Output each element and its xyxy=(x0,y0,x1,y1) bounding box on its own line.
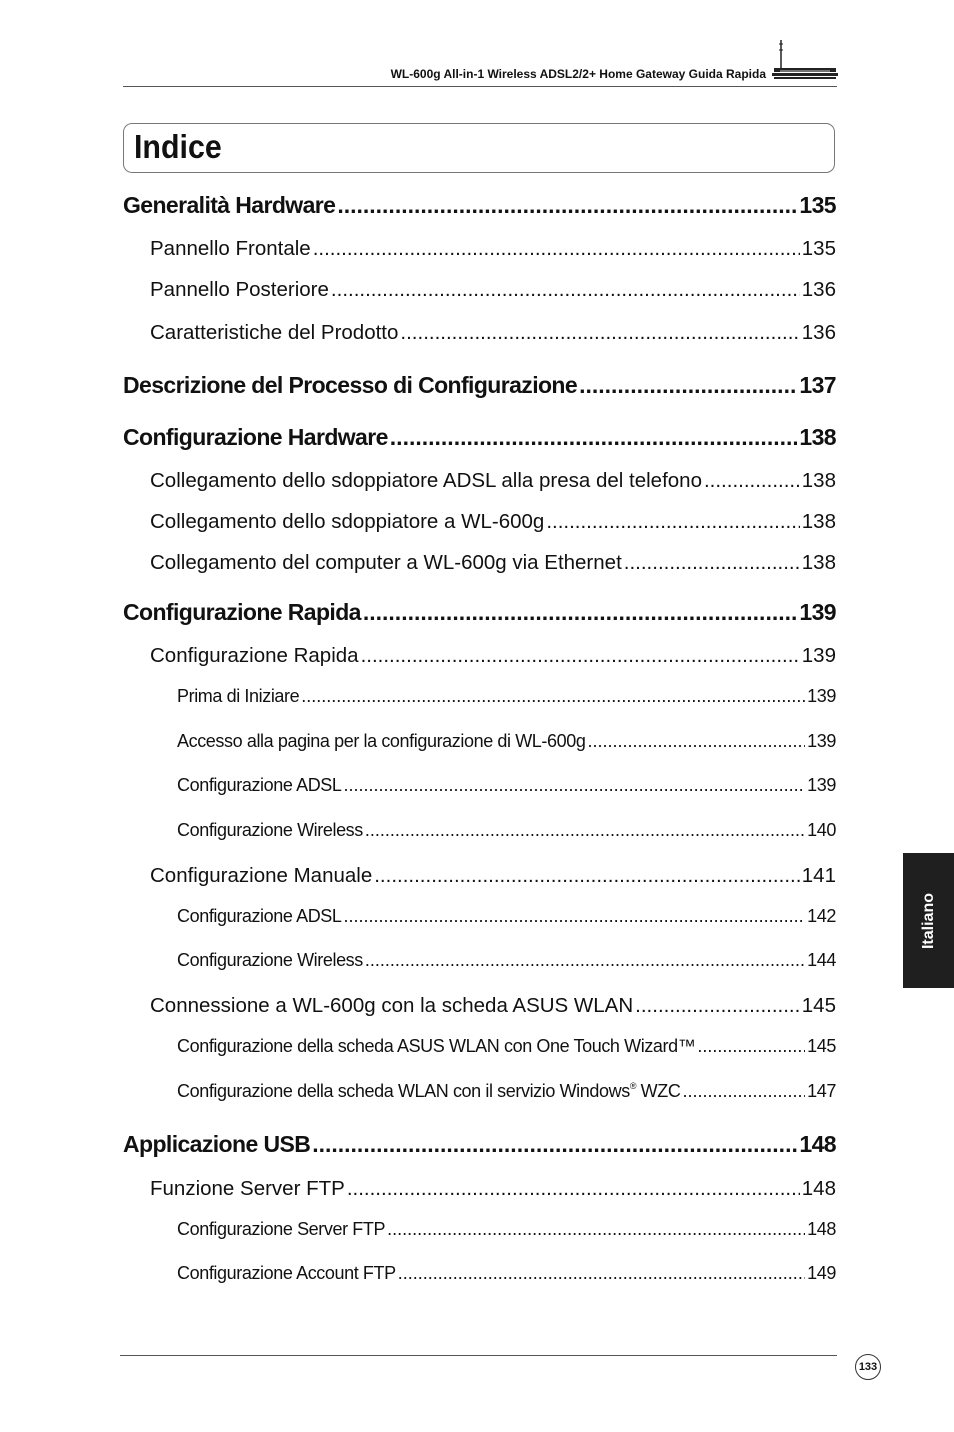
toc-leader xyxy=(587,731,805,752)
toc-entry[interactable] xyxy=(177,775,836,796)
toc-leader xyxy=(337,192,797,219)
toc-entry-page: 141 xyxy=(801,864,836,887)
toc-leader xyxy=(363,599,798,626)
toc-entry-label: Accesso alla pagina per la configurazione di WL-600g xyxy=(177,731,586,751)
toc-entry[interactable] xyxy=(150,237,836,261)
toc-entry-page: 139 xyxy=(801,644,836,667)
toc-leader xyxy=(331,278,800,302)
toc-entry[interactable] xyxy=(123,192,836,219)
toc-entry-page: 139 xyxy=(807,686,836,706)
toc-entry-label: Pannello Frontale xyxy=(150,237,311,260)
toc-leader xyxy=(365,820,805,841)
toc-entry-label: Generalità Hardware xyxy=(123,192,336,218)
toc-entry[interactable] xyxy=(123,424,836,451)
toc-entry-label: Configurazione Account FTP xyxy=(177,1263,396,1283)
toc-entry-label: Configurazione Manuale xyxy=(150,864,373,887)
toc-leader xyxy=(387,1219,805,1240)
toc-entry[interactable] xyxy=(177,820,836,841)
toc-entry-page: 136 xyxy=(801,278,836,301)
toc-entry-label: Configurazione Rapida xyxy=(150,644,359,667)
toc-entry-label: Configurazione Wireless xyxy=(177,950,363,970)
toc-entry-page: 139 xyxy=(807,775,836,795)
toc-entry-label: Descrizione del Processo di Configurazione xyxy=(123,372,578,398)
toc-entry-page: 148 xyxy=(807,1219,836,1239)
toc-entry-label: Configurazione Hardware xyxy=(123,424,388,450)
toc-entry[interactable] xyxy=(177,1263,836,1284)
toc-entry-label: Configurazione ADSL xyxy=(177,775,342,795)
toc-entry-page: 138 xyxy=(801,551,836,574)
toc-leader xyxy=(390,424,798,451)
toc-entry[interactable] xyxy=(150,994,836,1018)
toc-leader xyxy=(344,775,806,796)
toc-entry[interactable] xyxy=(177,906,836,927)
toc-entry[interactable] xyxy=(177,1219,836,1240)
toc-leader xyxy=(347,1177,800,1201)
toc-entry[interactable] xyxy=(177,1081,836,1102)
toc-entry[interactable] xyxy=(177,731,836,752)
toc-leader xyxy=(365,950,805,971)
toc-entry[interactable] xyxy=(150,551,836,575)
toc-entry-page: 147 xyxy=(807,1081,836,1101)
toc-leader xyxy=(374,864,800,888)
toc-entry-page: 139 xyxy=(799,599,836,625)
toc-entry[interactable] xyxy=(150,510,836,534)
toc-entry-label: Connessione a WL-600g con la scheda ASUS WLAN xyxy=(150,994,634,1017)
toc-entry[interactable] xyxy=(150,1177,836,1201)
toc-leader xyxy=(682,1081,805,1102)
toc-leader xyxy=(398,1263,805,1284)
toc-leader xyxy=(624,551,800,575)
toc-leader xyxy=(697,1036,805,1057)
toc-entry[interactable] xyxy=(123,1131,836,1158)
toc-entry-page: 136 xyxy=(801,321,836,344)
toc-entry-label: Configurazione Rapida xyxy=(123,599,361,625)
toc-entry-label: Configurazione Server FTP xyxy=(177,1219,386,1239)
toc-entry[interactable] xyxy=(177,686,836,707)
toc-entry-page: 135 xyxy=(801,237,836,260)
toc-entry-page: 148 xyxy=(801,1177,836,1200)
toc-leader xyxy=(312,1131,797,1158)
toc-entry-page: 142 xyxy=(807,906,836,926)
toc-entry-page: 145 xyxy=(807,1036,836,1056)
toc-entry[interactable] xyxy=(123,372,836,399)
footer-divider xyxy=(120,1355,837,1356)
toc-leader xyxy=(400,321,799,345)
toc-entry-page: 138 xyxy=(801,510,836,533)
toc-entry-label: Collegamento del computer a WL-600g via Ethernet xyxy=(150,551,622,574)
toc-entry[interactable] xyxy=(150,469,836,493)
language-tab-label: Italiano xyxy=(919,892,937,949)
toc-leader xyxy=(313,237,800,261)
toc-entry-label: Pannello Posteriore xyxy=(150,278,329,301)
toc-entry-page: 138 xyxy=(799,424,836,450)
toc-leader xyxy=(344,906,806,927)
toc-entry-page: 140 xyxy=(807,820,836,840)
toc-entry[interactable] xyxy=(150,864,836,888)
toc-leader xyxy=(635,994,800,1018)
toc-entry-label: Configurazione della scheda ASUS WLAN con One Touch Wizard™ xyxy=(177,1036,696,1056)
toc-entry[interactable] xyxy=(150,321,836,345)
language-tab xyxy=(903,853,954,988)
toc-entry-label: Collegamento dello sdoppiatore ADSL alla presa del telefono xyxy=(150,469,702,492)
toc-entry-page: 135 xyxy=(799,192,836,218)
toc-entry-page: 149 xyxy=(807,1263,836,1283)
toc-leader xyxy=(361,644,800,668)
toc-entry[interactable] xyxy=(177,1036,836,1057)
toc-entry[interactable] xyxy=(123,599,836,626)
toc-leader xyxy=(704,469,800,493)
toc-entry-page: 139 xyxy=(807,731,836,751)
toc-entry-page: 145 xyxy=(801,994,836,1017)
toc-entry[interactable] xyxy=(150,278,836,302)
toc-entry-page: 148 xyxy=(799,1131,836,1157)
toc-entry-page: 138 xyxy=(801,469,836,492)
page-number: 133 xyxy=(855,1354,881,1380)
toc-entry-label-main: Configurazione della scheda WLAN con il servizio Windows xyxy=(177,1081,630,1101)
toc-entry-label: Prima di Iniziare xyxy=(177,686,300,706)
toc-entry-label xyxy=(177,1081,680,1102)
toc-entry[interactable] xyxy=(177,950,836,971)
toc-entry-label: Caratteristiche del Prodotto xyxy=(150,321,399,344)
registered-mark: ® xyxy=(629,1081,637,1091)
toc-entry[interactable] xyxy=(150,644,836,668)
toc-entry-label: Configurazione ADSL xyxy=(177,906,342,926)
page-title: Indice xyxy=(134,128,222,165)
toc-entry-label-suffix: WZC xyxy=(636,1081,681,1101)
toc-entry-label: Collegamento dello sdoppiatore a WL-600g xyxy=(150,510,545,533)
toc-entry-page: 144 xyxy=(807,950,836,970)
running-header: WL-600g All-in-1 Wireless ADSL2/2+ Home Gateway Guida Rapida xyxy=(390,67,766,81)
toc-leader xyxy=(579,372,797,399)
toc-entry-label: Funzione Server FTP xyxy=(150,1177,345,1200)
toc-leader xyxy=(546,510,799,534)
toc-entry-label: Configurazione Wireless xyxy=(177,820,363,840)
toc-entry-label: Applicazione USB xyxy=(123,1131,311,1157)
toc-entry-page: 137 xyxy=(799,372,836,398)
toc-leader xyxy=(301,686,805,707)
